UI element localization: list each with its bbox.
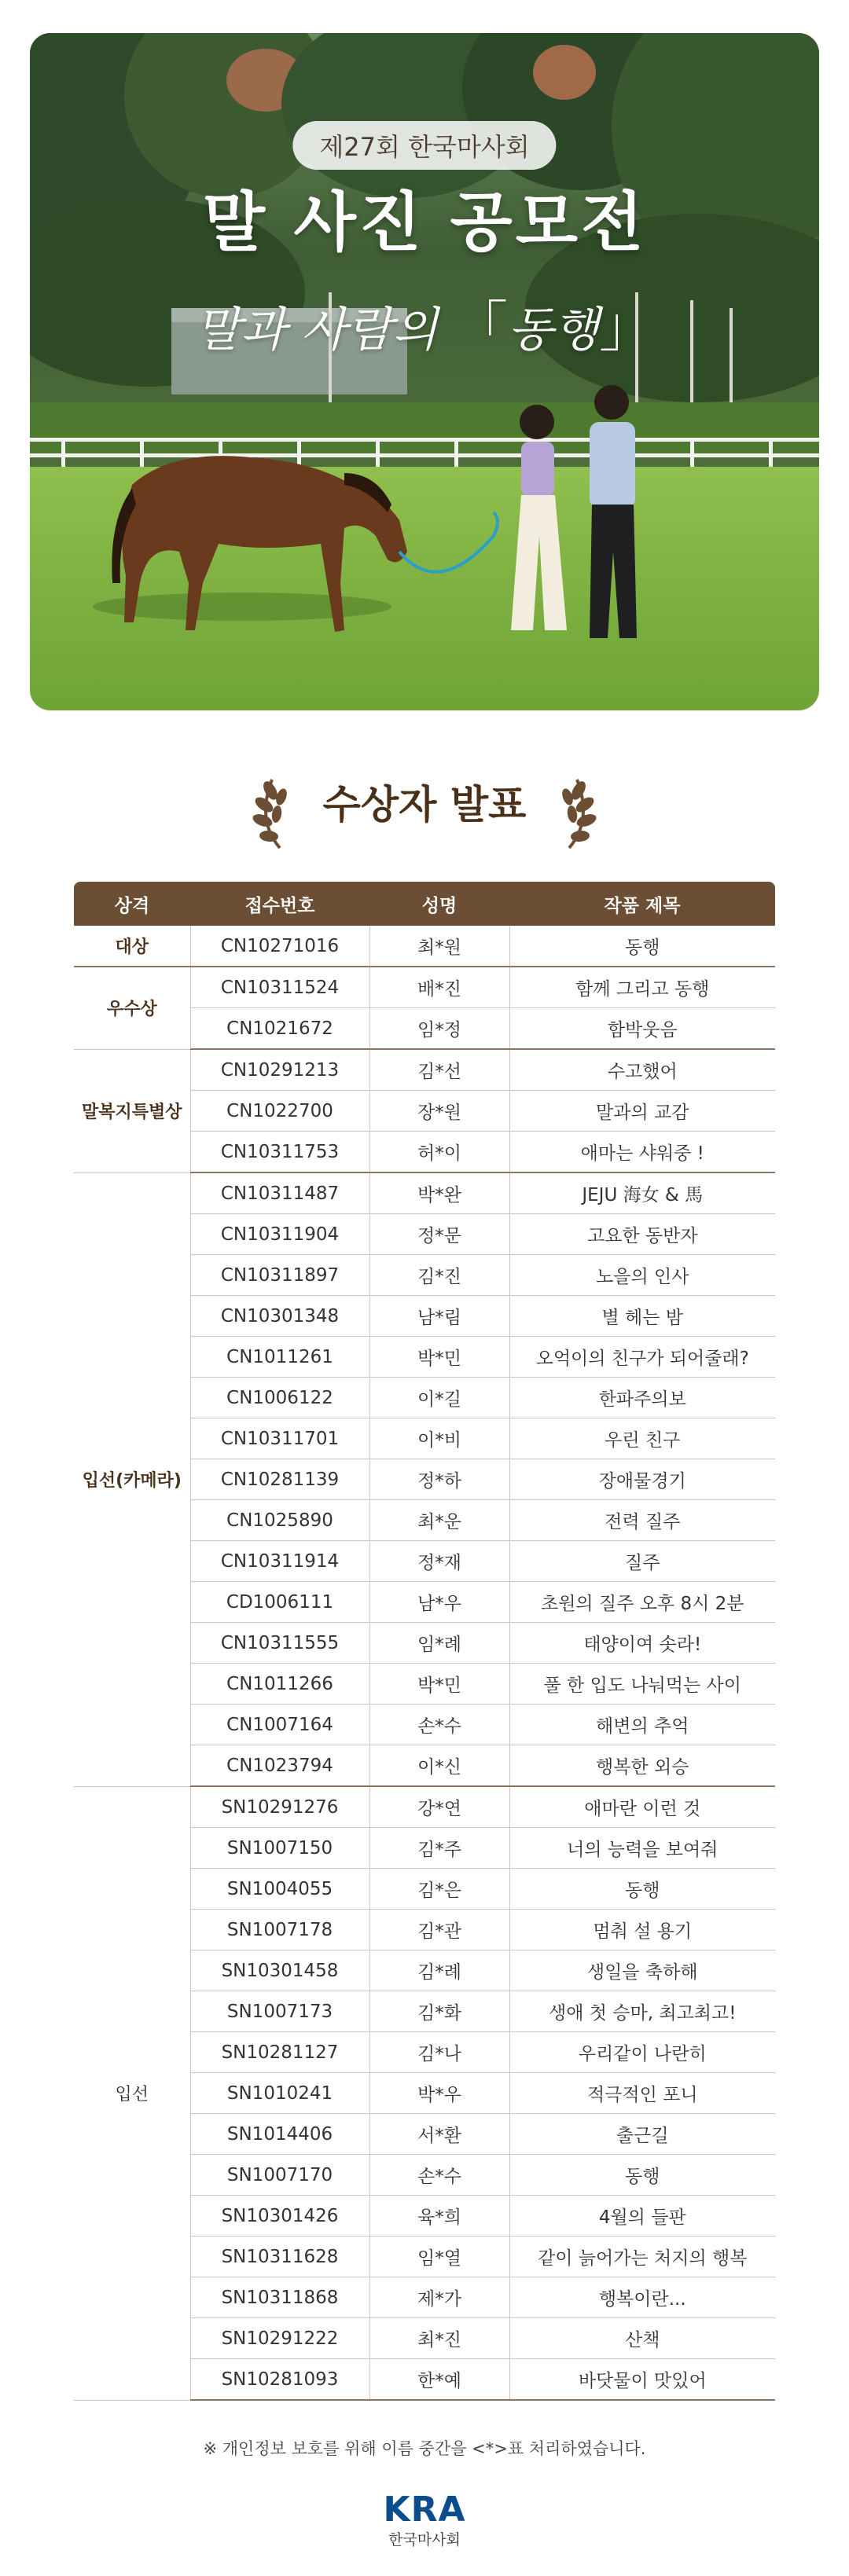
number-cell: SN1004055 bbox=[190, 1869, 369, 1910]
number-cell: SN10301458 bbox=[190, 1950, 369, 1991]
number-cell: SN1007170 bbox=[190, 2155, 369, 2196]
grade-cell: 대상 bbox=[74, 926, 190, 967]
name-cell: 이*길 bbox=[369, 1378, 509, 1418]
number-cell: SN10281093 bbox=[190, 2359, 369, 2401]
title-cell: 너의 능력을 보여줘 bbox=[509, 1828, 775, 1869]
title-cell: 함박웃음 bbox=[509, 1008, 775, 1050]
title-cell: 별 헤는 밤 bbox=[509, 1296, 775, 1337]
name-cell: 육*희 bbox=[369, 2196, 509, 2237]
number-cell: SN10301426 bbox=[190, 2196, 369, 2237]
logo-mark: KRA bbox=[383, 2490, 466, 2530]
title-cell: 동행 bbox=[509, 926, 775, 967]
title-cell: 고요한 동반자 bbox=[509, 1214, 775, 1255]
name-cell: 정*재 bbox=[369, 1541, 509, 1582]
title-cell: 초원의 질주 오후 8시 2분 bbox=[509, 1582, 775, 1623]
logo-name: 한국마사회 bbox=[388, 2531, 461, 2548]
title-cell: 수고했어 bbox=[509, 1049, 775, 1091]
title-cell: 동행 bbox=[509, 2155, 775, 2196]
table-row bbox=[74, 926, 775, 967]
laurel-left-icon bbox=[248, 773, 296, 852]
number-cell: CN10311904 bbox=[190, 1214, 369, 1255]
hero-title: 말 사진 공모전 bbox=[202, 185, 647, 260]
slogan-text: 말과 사람의 bbox=[195, 303, 438, 358]
grade-cell: 입선 bbox=[74, 1786, 190, 2400]
grade-cell: 입선(카메라) bbox=[74, 1172, 190, 1786]
privacy-note: ※ 개인정보 보호를 위해 이름 중간을 <*>표 처리하였습니다. bbox=[203, 2439, 646, 2458]
number-cell: CD1006111 bbox=[190, 1582, 369, 1623]
hero-slogan bbox=[30, 283, 819, 362]
name-cell: 강*연 bbox=[369, 1786, 509, 1828]
title-cell: 해변의 추억 bbox=[509, 1704, 775, 1745]
name-cell: 손*수 bbox=[369, 1704, 509, 1745]
title-cell: 풀 한 입도 나눠먹는 사이 bbox=[509, 1664, 775, 1704]
title-cell: 오억이의 친구가 되어줄래? bbox=[509, 1337, 775, 1378]
title-cell: 동행 bbox=[509, 1869, 775, 1910]
title-cell: 적극적인 포니 bbox=[509, 2073, 775, 2114]
number-cell: CN1021672 bbox=[190, 1008, 369, 1050]
name-cell: 임*정 bbox=[369, 1008, 509, 1050]
title-cell: 행복한 외승 bbox=[509, 1745, 775, 1787]
number-cell: CN10311897 bbox=[190, 1255, 369, 1296]
title-cell: 태양이여 솟라! bbox=[509, 1623, 775, 1664]
name-cell: 최*운 bbox=[369, 1500, 509, 1541]
number-cell: SN1007150 bbox=[190, 1828, 369, 1869]
number-cell: CN10311487 bbox=[190, 1172, 369, 1214]
name-cell: 박*우 bbox=[369, 2073, 509, 2114]
slogan-bracket-close: 」 bbox=[598, 295, 654, 359]
col-header-number: 접수번호 bbox=[190, 882, 369, 926]
slogan-bracket-open: 「 bbox=[453, 295, 509, 359]
name-cell: 김*선 bbox=[369, 1049, 509, 1091]
title-cell: 생일을 축하해 bbox=[509, 1950, 775, 1991]
number-cell: CN1022700 bbox=[190, 1091, 369, 1132]
title-cell: 한파주의보 bbox=[509, 1378, 775, 1418]
number-cell: SN10281127 bbox=[190, 2032, 369, 2073]
section-header bbox=[0, 773, 849, 836]
name-cell: 박*완 bbox=[369, 1172, 509, 1214]
title-cell: 4월의 들판 bbox=[509, 2196, 775, 2237]
number-cell: CN10311524 bbox=[190, 967, 369, 1008]
col-header-grade: 상격 bbox=[74, 882, 190, 926]
name-cell: 박*민 bbox=[369, 1337, 509, 1378]
name-cell: 임*례 bbox=[369, 1623, 509, 1664]
number-cell: SN1014406 bbox=[190, 2114, 369, 2155]
table-row bbox=[74, 967, 775, 1008]
title-cell: 애마는 샤워중 ! bbox=[509, 1132, 775, 1173]
table-row bbox=[74, 1172, 775, 1214]
number-cell: CN10291213 bbox=[190, 1049, 369, 1091]
name-cell: 임*열 bbox=[369, 2237, 509, 2277]
number-cell: SN1010241 bbox=[190, 2073, 369, 2114]
number-cell: CN1023794 bbox=[190, 1745, 369, 1787]
number-cell: SN10291276 bbox=[190, 1786, 369, 1828]
laurel-right-icon bbox=[553, 773, 601, 852]
grade-cell: 우수상 bbox=[74, 967, 190, 1049]
title-cell: 우린 친구 bbox=[509, 1418, 775, 1459]
title-cell: 같이 늙어가는 처지의 행복 bbox=[509, 2237, 775, 2277]
name-cell: 김*나 bbox=[369, 2032, 509, 2073]
number-cell: SN10291222 bbox=[190, 2318, 369, 2359]
number-cell: CN10301348 bbox=[190, 1296, 369, 1337]
name-cell: 박*민 bbox=[369, 1664, 509, 1704]
number-cell: SN1007178 bbox=[190, 1910, 369, 1950]
slogan-highlight: 동행 bbox=[508, 303, 599, 358]
col-header-name: 성명 bbox=[369, 882, 509, 926]
name-cell: 이*신 bbox=[369, 1745, 509, 1787]
number-cell: CN1007164 bbox=[190, 1704, 369, 1745]
title-cell: 우리같이 나란히 bbox=[509, 2032, 775, 2073]
number-cell: CN10311701 bbox=[190, 1418, 369, 1459]
number-cell: CN1006122 bbox=[190, 1378, 369, 1418]
title-cell: 멈춰 설 용기 bbox=[509, 1910, 775, 1950]
name-cell: 김*화 bbox=[369, 1991, 509, 2032]
name-cell: 남*림 bbox=[369, 1296, 509, 1337]
name-cell: 김*관 bbox=[369, 1910, 509, 1950]
name-cell: 이*비 bbox=[369, 1418, 509, 1459]
number-cell: CN10271016 bbox=[190, 926, 369, 967]
title-cell: 전력 질주 bbox=[509, 1500, 775, 1541]
title-cell: 말과의 교감 bbox=[509, 1091, 775, 1132]
name-cell: 남*우 bbox=[369, 1582, 509, 1623]
number-cell: CN10311914 bbox=[190, 1541, 369, 1582]
name-cell: 서*환 bbox=[369, 2114, 509, 2155]
grade-cell: 말복지특별상 bbox=[74, 1049, 190, 1172]
number-cell: CN1011266 bbox=[190, 1664, 369, 1704]
name-cell: 김*진 bbox=[369, 1255, 509, 1296]
kra-logo bbox=[0, 2490, 849, 2549]
number-cell: CN10311753 bbox=[190, 1132, 369, 1173]
number-cell: CN10281139 bbox=[190, 1459, 369, 1500]
winners-table bbox=[74, 882, 775, 2401]
title-cell: 노을의 인사 bbox=[509, 1255, 775, 1296]
title-cell: 생애 첫 승마, 최고최고! bbox=[509, 1991, 775, 2032]
name-cell: 배*진 bbox=[369, 967, 509, 1008]
table-body bbox=[74, 926, 775, 2400]
title-cell: 행복이란... bbox=[509, 2277, 775, 2318]
title-cell: 출근길 bbox=[509, 2114, 775, 2155]
name-cell: 한*예 bbox=[369, 2359, 509, 2401]
name-cell: 손*수 bbox=[369, 2155, 509, 2196]
name-cell: 최*원 bbox=[369, 926, 509, 967]
number-cell: SN10311628 bbox=[190, 2237, 369, 2277]
number-cell: SN1007173 bbox=[190, 1991, 369, 2032]
title-cell: 애마란 이런 것 bbox=[509, 1786, 775, 1828]
title-cell: 산책 bbox=[509, 2318, 775, 2359]
name-cell: 정*하 bbox=[369, 1459, 509, 1500]
name-cell: 김*은 bbox=[369, 1869, 509, 1910]
hero-subtitle: 제27회 한국마사회 bbox=[292, 121, 556, 170]
title-cell: 함께 그리고 동행 bbox=[509, 967, 775, 1008]
name-cell: 김*주 bbox=[369, 1828, 509, 1869]
title-cell: 바닷물이 맛있어 bbox=[509, 2359, 775, 2401]
title-cell: 질주 bbox=[509, 1541, 775, 1582]
name-cell: 제*가 bbox=[369, 2277, 509, 2318]
table-header-row bbox=[74, 882, 775, 926]
name-cell: 허*이 bbox=[369, 1132, 509, 1173]
table-row bbox=[74, 1049, 775, 1091]
number-cell: SN10311868 bbox=[190, 2277, 369, 2318]
name-cell: 김*례 bbox=[369, 1950, 509, 1991]
col-header-title: 작품 제목 bbox=[509, 882, 775, 926]
hero-banner bbox=[30, 33, 819, 710]
title-cell: JEJU 海女 & 馬 bbox=[509, 1172, 775, 1214]
name-cell: 장*원 bbox=[369, 1091, 509, 1132]
name-cell: 최*진 bbox=[369, 2318, 509, 2359]
title-cell: 장애물경기 bbox=[509, 1459, 775, 1500]
section-title: 수상자 발표 bbox=[322, 782, 527, 827]
name-cell: 정*문 bbox=[369, 1214, 509, 1255]
number-cell: CN1025890 bbox=[190, 1500, 369, 1541]
number-cell: CN10311555 bbox=[190, 1623, 369, 1664]
table-row bbox=[74, 1786, 775, 1828]
number-cell: CN1011261 bbox=[190, 1337, 369, 1378]
